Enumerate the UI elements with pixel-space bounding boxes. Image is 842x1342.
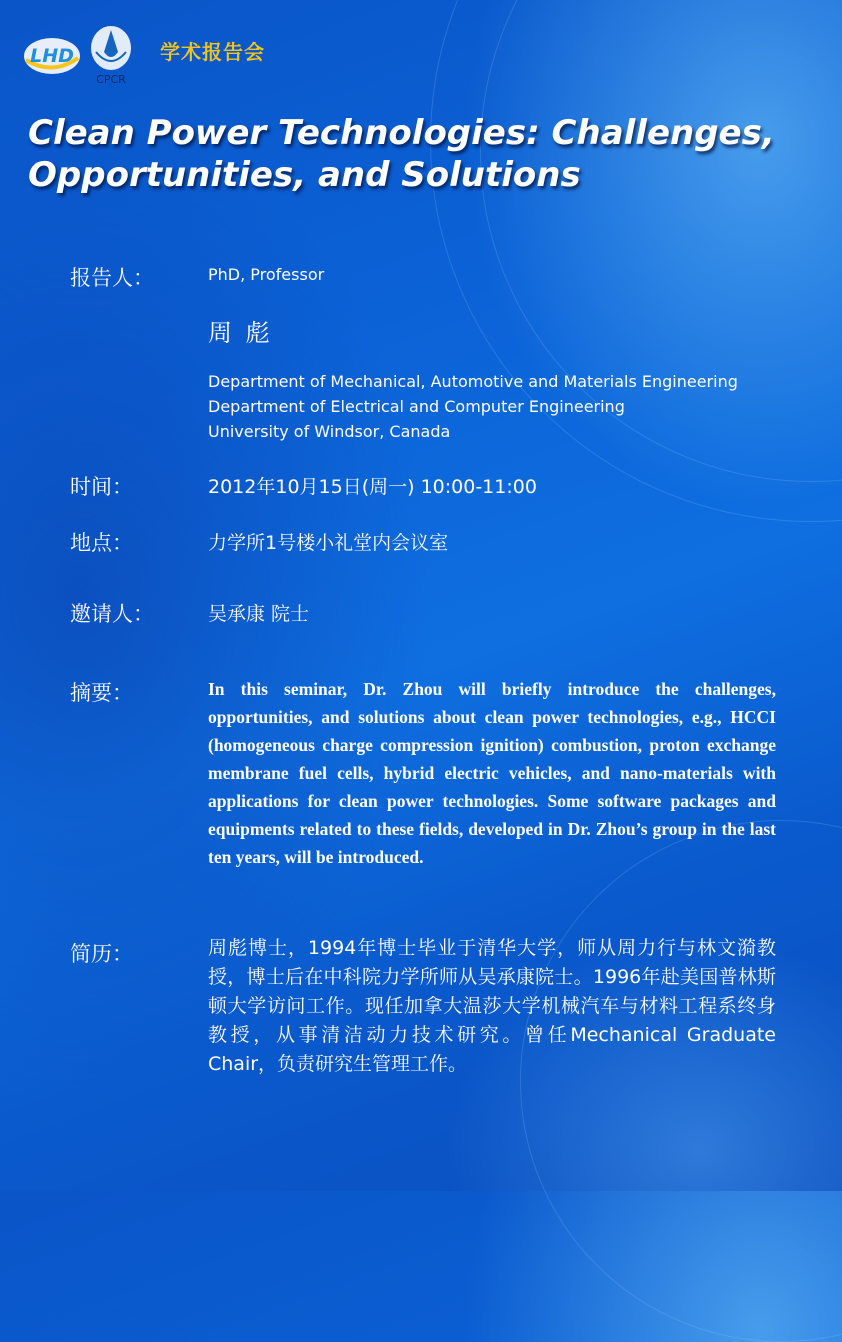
abstract-text: In this seminar, Dr. Zhou will briefly introduce the challenges, opportunities, and solutions about clean power technologies, e.g., HCCI (homogeneous charge compression ignition) combustion, proton exchange membrane fuel cells, hybrid electric vehicles, and nano-materials with applications for clean power technologies. Some software packages and equipments related to these fields, developed in Dr. Zhou’s group in the last ten years, will be introduced. — [208, 679, 776, 867]
affiliation-line: Department of Electrical and Computer Engineering — [208, 397, 625, 416]
title-line: Clean Power Technologies: Challenges, — [28, 113, 775, 153]
bio-label: 简历： — [70, 942, 133, 966]
affiliation-line: Department of Mechanical, Automotive and Materials Engineering — [208, 372, 738, 391]
event-type-title: 学术报告会 — [160, 39, 265, 64]
poster-header — [22, 22, 265, 86]
cpcr-logo-text: CPCR — [96, 73, 126, 86]
cpcr-logo — [88, 22, 134, 86]
speaker-label: 报告人： — [70, 266, 154, 290]
place-value: 力学所1号楼小礼堂内会议室 — [208, 532, 449, 554]
affiliation-line: University of Windsor, Canada — [208, 422, 451, 441]
time-value: 2012年10月15日(周一) 10:00-11:00 — [208, 476, 537, 498]
speaker-name: 周 彪 — [208, 319, 273, 347]
abstract-label: 摘要： — [70, 681, 133, 705]
time-label: 时间： — [70, 475, 133, 499]
background-swirl — [520, 820, 842, 1342]
title-line: Opportunities, and Solutions — [28, 155, 581, 195]
speaker-affiliations — [208, 369, 738, 444]
host-label: 邀请人： — [70, 602, 154, 626]
lhd-logo — [22, 30, 82, 78]
host-value: 吴承康 院士 — [208, 603, 310, 625]
place-label: 地点： — [70, 531, 133, 555]
seminar-title — [28, 112, 828, 196]
speaker-degree: PhD, Professor — [208, 265, 325, 284]
bio-text: 周彪博士，1994年博士毕业于清华大学，师从周力行与林文漪教授，博士后在中科院力学所师从吴承康院士。1996年赴美国普林斯顿大学访问工作。现任加拿大温莎大学机械汽车与材料工程系终身教授，从事清洁动力技术研究。曾任Mechanical Graduate Chair，负责研究生管理工作。 — [208, 937, 776, 1075]
lhd-logo-text: LHD — [30, 45, 74, 67]
